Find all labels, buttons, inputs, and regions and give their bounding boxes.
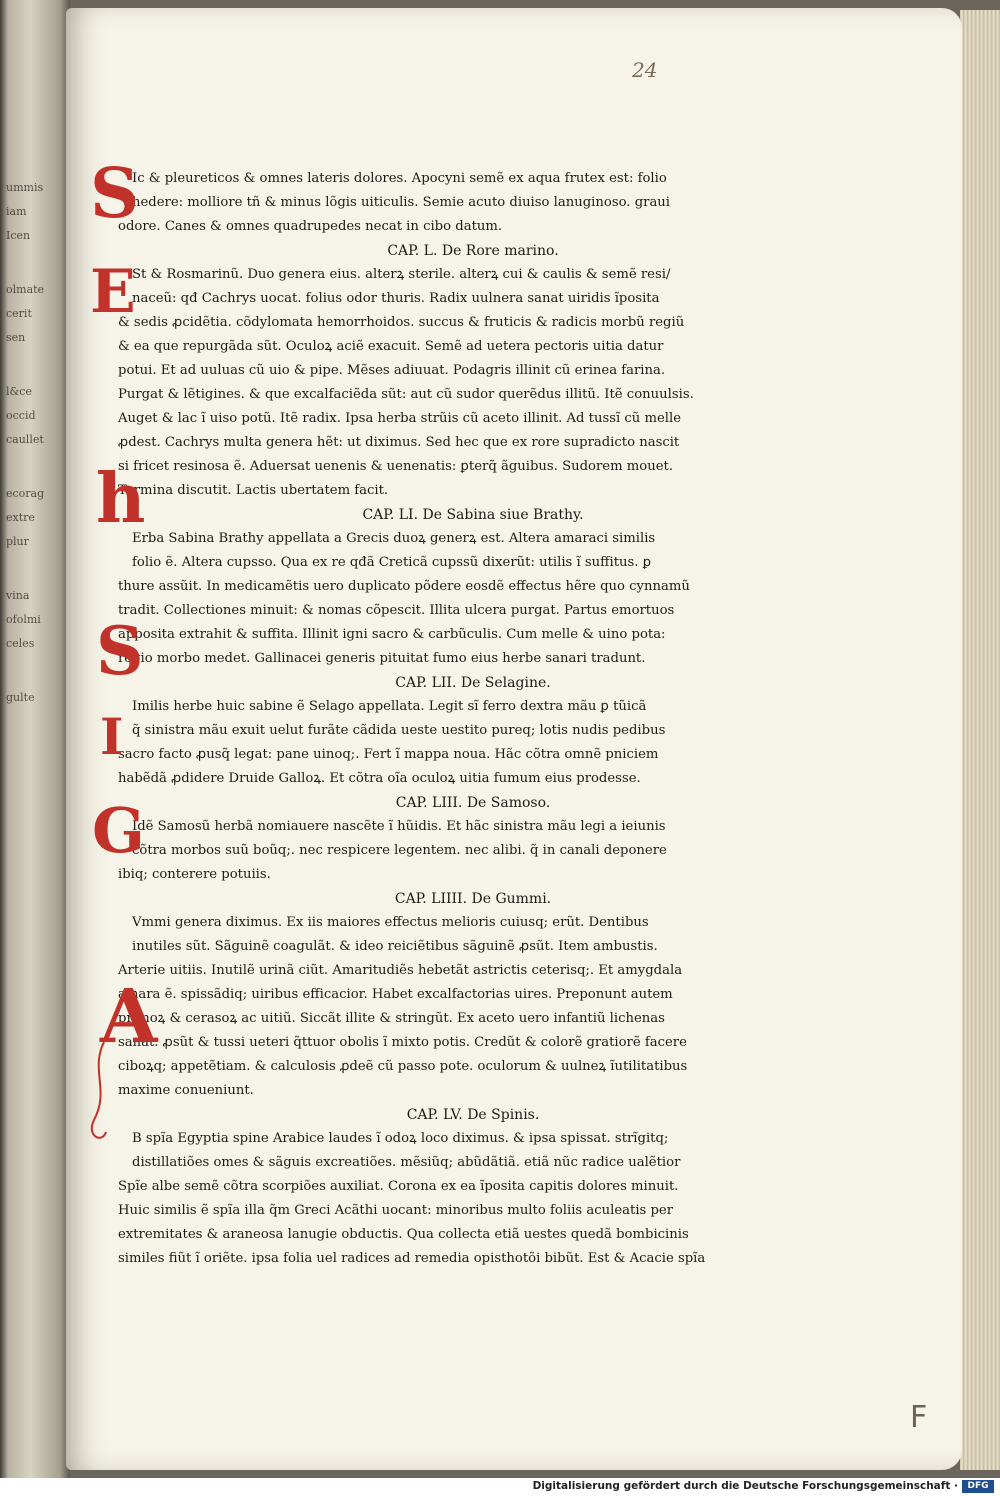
text-line: ꝓdest. Cachrys multa genera hẽt: ut diximus. Sed hec que ex rore supradicto nascit — [118, 435, 680, 450]
left-page-fragment: caullet — [6, 433, 44, 446]
text-line: Purgat & lẽtigines. & que excalfaciẽda sũt: aut cũ sudor querẽdus illitũ. Itẽ conuulsis. — [118, 387, 694, 402]
text-line: Spĩe albe semẽ cõtra scorpiões auxiliat. Corona ex ea ĩposita capitis dolores minuit. — [118, 1179, 679, 1194]
chapter-heading: CAP. LIIII. De Gummi. — [394, 891, 552, 907]
text-line: & ea que repurgãda sũt. Oculoꝝ aciẽ exacuit. Semẽ ad uetera pectoris uitia datur — [118, 339, 664, 354]
left-page-edge — [0, 0, 70, 1478]
page-stack-edge — [960, 10, 1000, 1470]
initial-a: A — [100, 974, 158, 1060]
initial-flourish — [80, 1040, 120, 1150]
left-page-fragment: ofolmi — [6, 613, 41, 626]
text-line: B spĩa Egyptia spine Arabice laudes ĩ odoꝝ loco diximus. & ipsa spissat. strĩgitq; — [132, 1131, 669, 1146]
text-line: St & Rosmarinũ. Duo genera eius. alterꝝ sterile. alterꝝ cui & caulis & semẽ resi/ — [132, 267, 671, 282]
text-line: apposita extrahit & suffita. Illinit igni sacro & carbũculis. Cum melle & uino pota: — [118, 627, 666, 642]
left-page-fragment: occid — [6, 409, 36, 422]
folio-number: 24 — [632, 58, 658, 82]
left-page-fragment: l&ce — [6, 385, 32, 398]
text-line: Auget & lac ĩ uiso potũ. Itẽ radix. Ipsa herba strũis cũ aceto illinit. Ad tussĩ cũ melle — [118, 411, 682, 426]
left-page-fragment: olmate — [6, 283, 45, 296]
text-line: si fricet resinosa ẽ. Aduersat uenenis & uenenatis: ꝑterq̃ ãguibus. Sudorem mouet. — [118, 459, 674, 474]
initial-s-1: S — [90, 154, 140, 234]
text-line: cõtra morbos suũ boũq;. nec respicere legentem. nec alibi. q̃ in canali deponere — [132, 843, 667, 858]
text-line: q̃ sinistra mãu exuit uelut furãte cãdida ueste uestito pureq; lotis nudis pedibus — [132, 723, 666, 738]
chapter-heading: CAP. L. De Rore marino. — [387, 243, 559, 259]
initial-i: I — [100, 707, 124, 766]
text-line: ibiq; conterere potuiis. — [118, 867, 271, 882]
text-line: inutiles sũt. Sãguinẽ coagulãt. & ideo reiciẽtibus sãguinẽ ꝓsũt. Item ambustis. — [132, 939, 658, 954]
initial-h: h — [96, 459, 146, 539]
digitization-footer — [0, 1478, 1000, 1496]
left-page-fragment: celes — [6, 637, 35, 650]
left-page-fragments — [6, 180, 46, 714]
text-line: sanãt. ꝓsũt & tussi ueteri q̃ttuor obolis ĩ mixto potis. Credũt & colorẽ gratiorẽ facere — [118, 1035, 687, 1050]
text-line: folio ẽ. Altera cupsso. Qua ex re qđã Creticã cupssũ dixerũt: utilis ĩ suffitus. ꝑ — [132, 555, 652, 570]
initial-g: G — [92, 794, 145, 867]
dfg-logo: DFG — [962, 1480, 994, 1493]
text-line: Vmmi genera diximus. Ex iis maiores effectus melioris cuiusq; erũt. Dentibus — [132, 915, 649, 930]
text-line: potui. Et ad uuluas cũ uio & pipe. Mẽses adiuuat. Podagris illinit cũ erinea farina. — [118, 363, 666, 378]
main-text-block — [118, 167, 738, 1271]
left-page-fragment: plur — [6, 535, 29, 548]
text-line: Erba Sabina Brathy appellata a Grecis duoꝝ generꝝ est. Altera amaraci similis — [132, 531, 656, 546]
left-page-fragment: cerit — [6, 307, 32, 320]
left-page-fragment: sen — [6, 331, 26, 344]
chapter-heading: CAP. LII. De Selagine. — [395, 675, 551, 691]
left-page-fragment: vina — [6, 589, 30, 602]
text-line: maxime conueniunt. — [118, 1083, 254, 1098]
text-line: & sedis ꝓcidẽtia. cõdylomata hemorrhoidos. succus & fruticis & radicis morbũ regiũ — [118, 315, 685, 330]
left-page-fragment: gulte — [6, 691, 35, 704]
left-page-fragment: ummis — [6, 181, 44, 194]
text-line: thure assũit. In medicamẽtis uero duplicato põdere eosdẽ effectus hẽre quo cynnamũ — [118, 579, 690, 594]
initial-s-2: S — [96, 612, 144, 690]
left-page-fragment: iam — [6, 205, 27, 218]
text-line: tradit. Collectiones minuit: & nomas cõpescit. Illita ulcera purgat. Partus emortuos — [118, 603, 675, 618]
text-line: Huic similis ẽ spĩa illa q̃m Greci Acãthi uocant: minoribus multo foliis aculeatis per — [118, 1203, 674, 1218]
text-line: hedere: molliore tñ & minus lõgis uiticulis. Semie acuto diuiso lanuginoso. graui — [132, 195, 671, 210]
text-line: Imilis herbe huic sabine ẽ Selago appellata. Legit sĩ ferro dextra mãu ꝑ tũicã — [132, 699, 647, 714]
left-page-fragment: ecorag — [6, 487, 45, 500]
text-line: ciboꝝq; appetẽtiam. & calculosis ꝓdeẽ cũ passo pote. oculorum & uulneꝝ ĩutilitatibus — [118, 1059, 688, 1074]
text-line: Arterie uitiis. Inutilẽ urinã ciũt. Amaritudiẽs hebetãt astrictis ceterisq;. Et amygdala — [118, 963, 683, 978]
left-page-fragment: Icen — [6, 229, 31, 242]
footer-credit: Digitalisierung gefördert durch die Deutsche Forschungsgemeinschaft · — [532, 1480, 958, 1492]
text-line: similes fiũt ĩ oriẽte. ipsa folia uel radices ad remedia opisthotõi bibũt. Est & Acacie spĩa — [118, 1251, 706, 1266]
text-line: odore. Canes & omnes quadrupedes necat in cibo datum. — [118, 219, 503, 234]
text-line: Tormina discutit. Lactis ubertatem facit. — [118, 483, 389, 498]
text-line: distillatiões omes & sãguis excreatiões. mẽsiũq; abũdãtiã. etiã nũc radice ualẽtior — [132, 1155, 681, 1170]
text-line: prunoꝝ & cerasoꝝ ac uitiũ. Siccãt illite & stringũt. Ex aceto uero infantiũ lichenas — [118, 1011, 665, 1026]
text-line: Ic & pleureticos & omnes lateris dolores. Apocyni semẽ ex aqua frutex est: folio — [132, 171, 667, 186]
chapter-heading: CAP. LIII. De Samoso. — [395, 795, 551, 811]
text-line: regio morbo medet. Gallinacei generis pituitat fumo eius herbe sanari tradunt. — [118, 651, 646, 666]
text-line: Idẽ Samosũ herbã nomiauere nascẽte ĩ hũidis. Et hãc sinistra mãu legi a ieiunis — [132, 819, 666, 834]
text-line: sacro facto ꝓusq̃ legat: pane uinoq;. Fert ĩ mappa noua. Hãc cõtra omnẽ pniciem — [118, 747, 659, 762]
chapter-heading: CAP. LV. De Spinis. — [406, 1107, 540, 1123]
left-page-fragment: extre — [6, 511, 35, 524]
text-line: naceũ: qđ Cachrys uocat. folius odor thuris. Radix uulnera sanat uiridis ĩposita — [132, 291, 660, 306]
initial-e: E — [90, 257, 136, 327]
text-line: amara ẽ. spissãdiq; uiribus efficacior. Habet excalfactorias uires. Preponunt autem — [118, 987, 673, 1002]
chapter-heading: CAP. LI. De Sabina siue Brathy. — [362, 507, 584, 523]
corner-mark: F — [910, 1400, 928, 1435]
text-line: extremitates & araneosa lanugie obductis. Qua collecta etiã uestes quedã bombicinis — [118, 1227, 689, 1242]
text-line: habẽdã ꝓdidere Druide Galloꝝ. Et cõtra oĩa oculoꝝ uitia fumum eius prodesse. — [118, 771, 641, 786]
